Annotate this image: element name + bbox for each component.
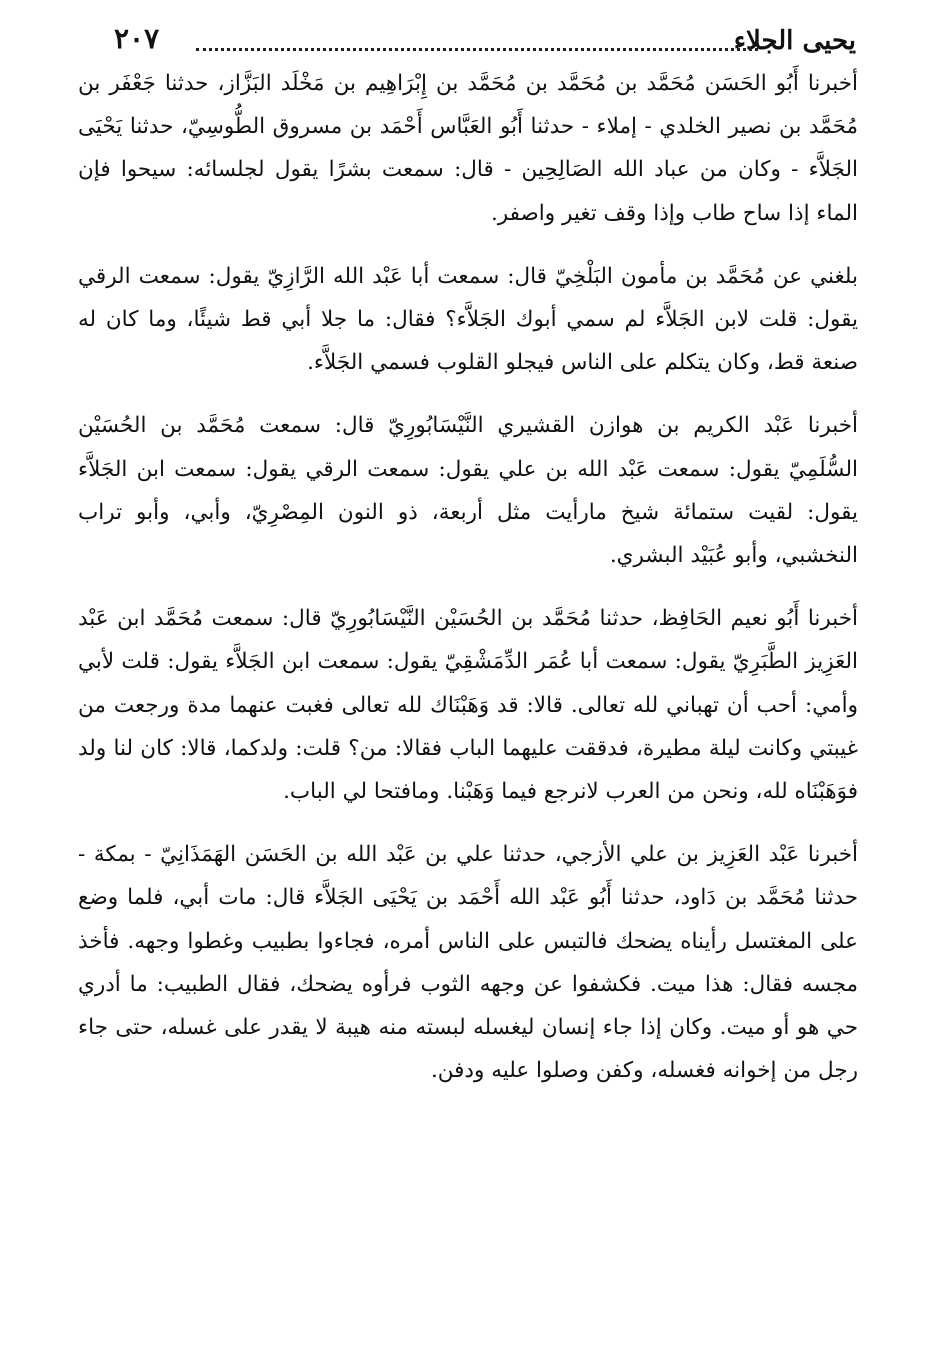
paragraph-5: أخبرنا عَبْد العَزِيز بن علي الأزجي، حدثنا علي بن عَبْد الله بن الحَسَن الهَمَذَانِيّ - بمكة - حدثنا مُحَمَّد بن دَاود، حدثنا أَبُو عَبْد الله أَحْمَد بن يَحْيَى الجَلاَّء قال: مات أبي، فلما وضع على المغتسل رأيناه يضحك فالتبس على الناس أمره، فجاءوا بطبيب وغطوا وجهه. فأخذ مجسه فقال: هذا ميت. فكشفوا عن وجهه الثوب فرأوه يضحك، فقال الطبيب: ما أدري حي هو أو ميت. وكان إذا جاء إنسان ليغسله لبسته منه هيبة لا يقدر على غسله، حتى جاء رجل من إخوانه فغسله، وكفن وصلوا عليه ودفن. bbox=[78, 842, 858, 1084]
paragraph-4: أخبرنا أَبُو نعيم الحَافِظ، حدثنا مُحَمَّد بن الحُسَيْن النَّيْسَابُورِيّ قال: سمعت مُحَمَّد ابن عَبْد العَزِيز الطَّبَرِيّ يقول: سمعت أبا عُمَر الدِّمَشْقِيّ يقول: سمعت ابن الجَلاَّء يقول: قلت لأبي وأمي: أحب أن تهباني لله تعالى. قالا: قد وَهَبْنَاك لله تعالى فغبت عنهما مدة ورجعت من غيبتي وكانت ليلة مطيرة، فدققت عليهما الباب فقالا: من؟ قلت: ولدكما، قالا: كان لنا ولد فوَهَبْنَاه لله، ونحن من العرب لانرجع فيما وَهَبْنا. ومافتحا لي الباب. bbox=[78, 606, 858, 805]
page-number: ٢٠٧ bbox=[114, 22, 160, 55]
header-dotted-leader bbox=[196, 48, 758, 51]
book-page bbox=[78, 18, 858, 1112]
page-header bbox=[78, 18, 858, 62]
paragraph-2: بلغني عن مُحَمَّد بن مأمون البَلْخِيّ قال: سمعت أبا عَبْد الله الرَّازِيّ يقول: سمعت الرقي يقول: قلت لابن الجَلاَّء لم سمي أبوك الجَلاَّء؟ فقال: ما جلا أبي قط شيئًا، وما كان له صنعة قط، وكان يتكلم على الناس فيجلو القلوب فسمي الجَلاَّء. bbox=[78, 263, 858, 376]
running-title: يحيى الجلاء bbox=[733, 26, 856, 56]
paragraph-1: أخبرنا أَبُو الحَسَن مُحَمَّد بن مُحَمَّد بن مُحَمَّد بن إِبْرَاهِيم بن مَخْلَد البَزَّاز، حدثنا جَعْفَر بن مُحَمَّد بن نصير الخلدي - إملاء - حدثنا أَبُو العَبَّاس أَحْمَد بن مسروق الطُّوسِيّ، حدثنا يَحْيَى الجَلاَّء - وكان من عباد الله الصَالِحِين - قال: سمعت بشرًا يقول لجلسائه: سيحوا فإن الماء إذا ساح طاب وإذا وقف تغير واصفر. bbox=[78, 71, 858, 226]
paragraph-3: أخبرنا عَبْد الكريم بن هوازن القشيري النَّيْسَابُورِيّ قال: سمعت مُحَمَّد بن الحُسَيْن السُّلَمِيّ يقول: سمعت عَبْد الله بن علي يقول: سمعت الرقي يقول: سمعت ابن الجَلاَّء يقول: لقيت ستمائة شيخ مارأيت مثل أربعة، ذو النون المِصْرِيّ، وأبي، وأبو تراب النخشبي، وأبو عُبَيْد البشري. bbox=[78, 413, 858, 569]
